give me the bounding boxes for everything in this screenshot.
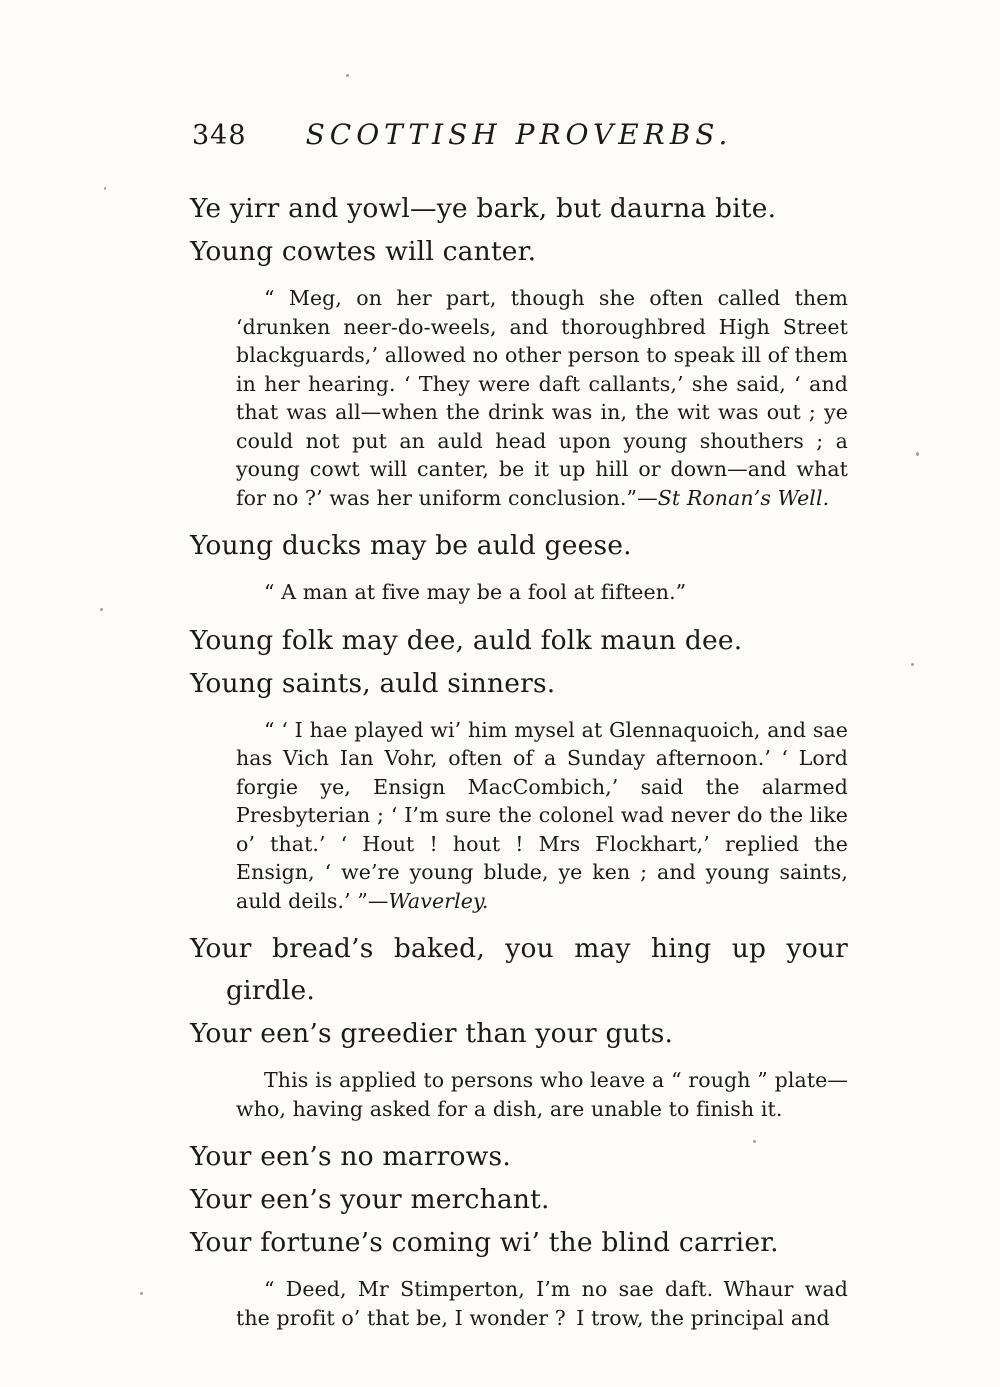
page-header [190,116,848,162]
proverb-heading: Your een’s greedier than your guts. [190,1018,674,1049]
scan-speck [104,187,106,190]
quote-text: “ Meg, on her part, though she often called them ‘drunken neer-do-weels, and thoroughbred High Street blackguards,’ allowed no other person to speak ill of them in her hearing. ‘ They were daft callants,’ she said, ‘ and that was all—when the drink was in, the wit was out ; ye could not put an auld head upon young shouthers ; a young cowt will canter, be it up hill or down—and what for no ?’ was her uniform conclusion.”— [236,286,848,510]
scan-speck [911,663,914,666]
quote-block [236,1275,848,1332]
scan-speck [346,74,349,77]
note-text: This is applied to persons who leave a “ rough ” plate—who, having asked for a dish, are unable to finish it. [236,1068,848,1121]
proverb-heading: Young cowtes will canter. [190,236,537,267]
quote-source: Waverley. [388,888,489,913]
note-block [236,1066,848,1123]
proverb-heading: Your een’s your merchant. [190,1184,550,1215]
page-number: 348 [192,120,247,151]
quote-source: St Ronan’s Well. [657,485,830,510]
proverb-heading: Your fortune’s coming wi’ the blind carrier. [190,1227,779,1258]
proverb-heading: Young saints, auld sinners. [190,667,556,699]
proverb-heading: Your bread’s baked, you may hing up your girdle. [190,933,848,1006]
text-column [190,116,848,1345]
proverb-heading: Your een’s no marrows. [190,1141,511,1172]
scan-speck [916,452,919,456]
quote-text: “ Deed, Mr Stimperton, I’m no sae daft. Whaur wad the profit o’ that be, I wonder ? I trow, the principal and [236,1277,848,1330]
proverb-heading: Young ducks may be auld geese. [190,530,632,561]
page-title: SCOTTISH PROVERBS. [305,118,733,151]
scan-speck [140,1292,143,1295]
quote-block [236,578,848,607]
quote-block [236,284,848,512]
scan-speck [100,608,103,611]
proverb-heading: Young folk may dee, auld folk maun dee. [190,624,743,656]
quote-text: “ A man at five may be a fool at fifteen.” [264,580,687,604]
proverb-heading: Ye yirr and yowl—ye bark, but daurna bite. [190,193,777,224]
quote-text: “ ‘ I hae played wi’ him mysel at Glennaquoich, and sae has Vich Ian Vohr, often of a Sunday afternoon.’ ‘ Lord forgie ye, Ensign MacCombich,’ said the alarmed Presbyterian ; ‘ I’m sure the colonel wad never do the like o’ that.’ ‘ Hout ! hout ! Mrs Flockhart,’ replied the Ensign, ‘ we’re young blude, ye ken ; and young saints, auld deils.’ ”— [236,717,848,913]
quote-block [236,716,848,916]
